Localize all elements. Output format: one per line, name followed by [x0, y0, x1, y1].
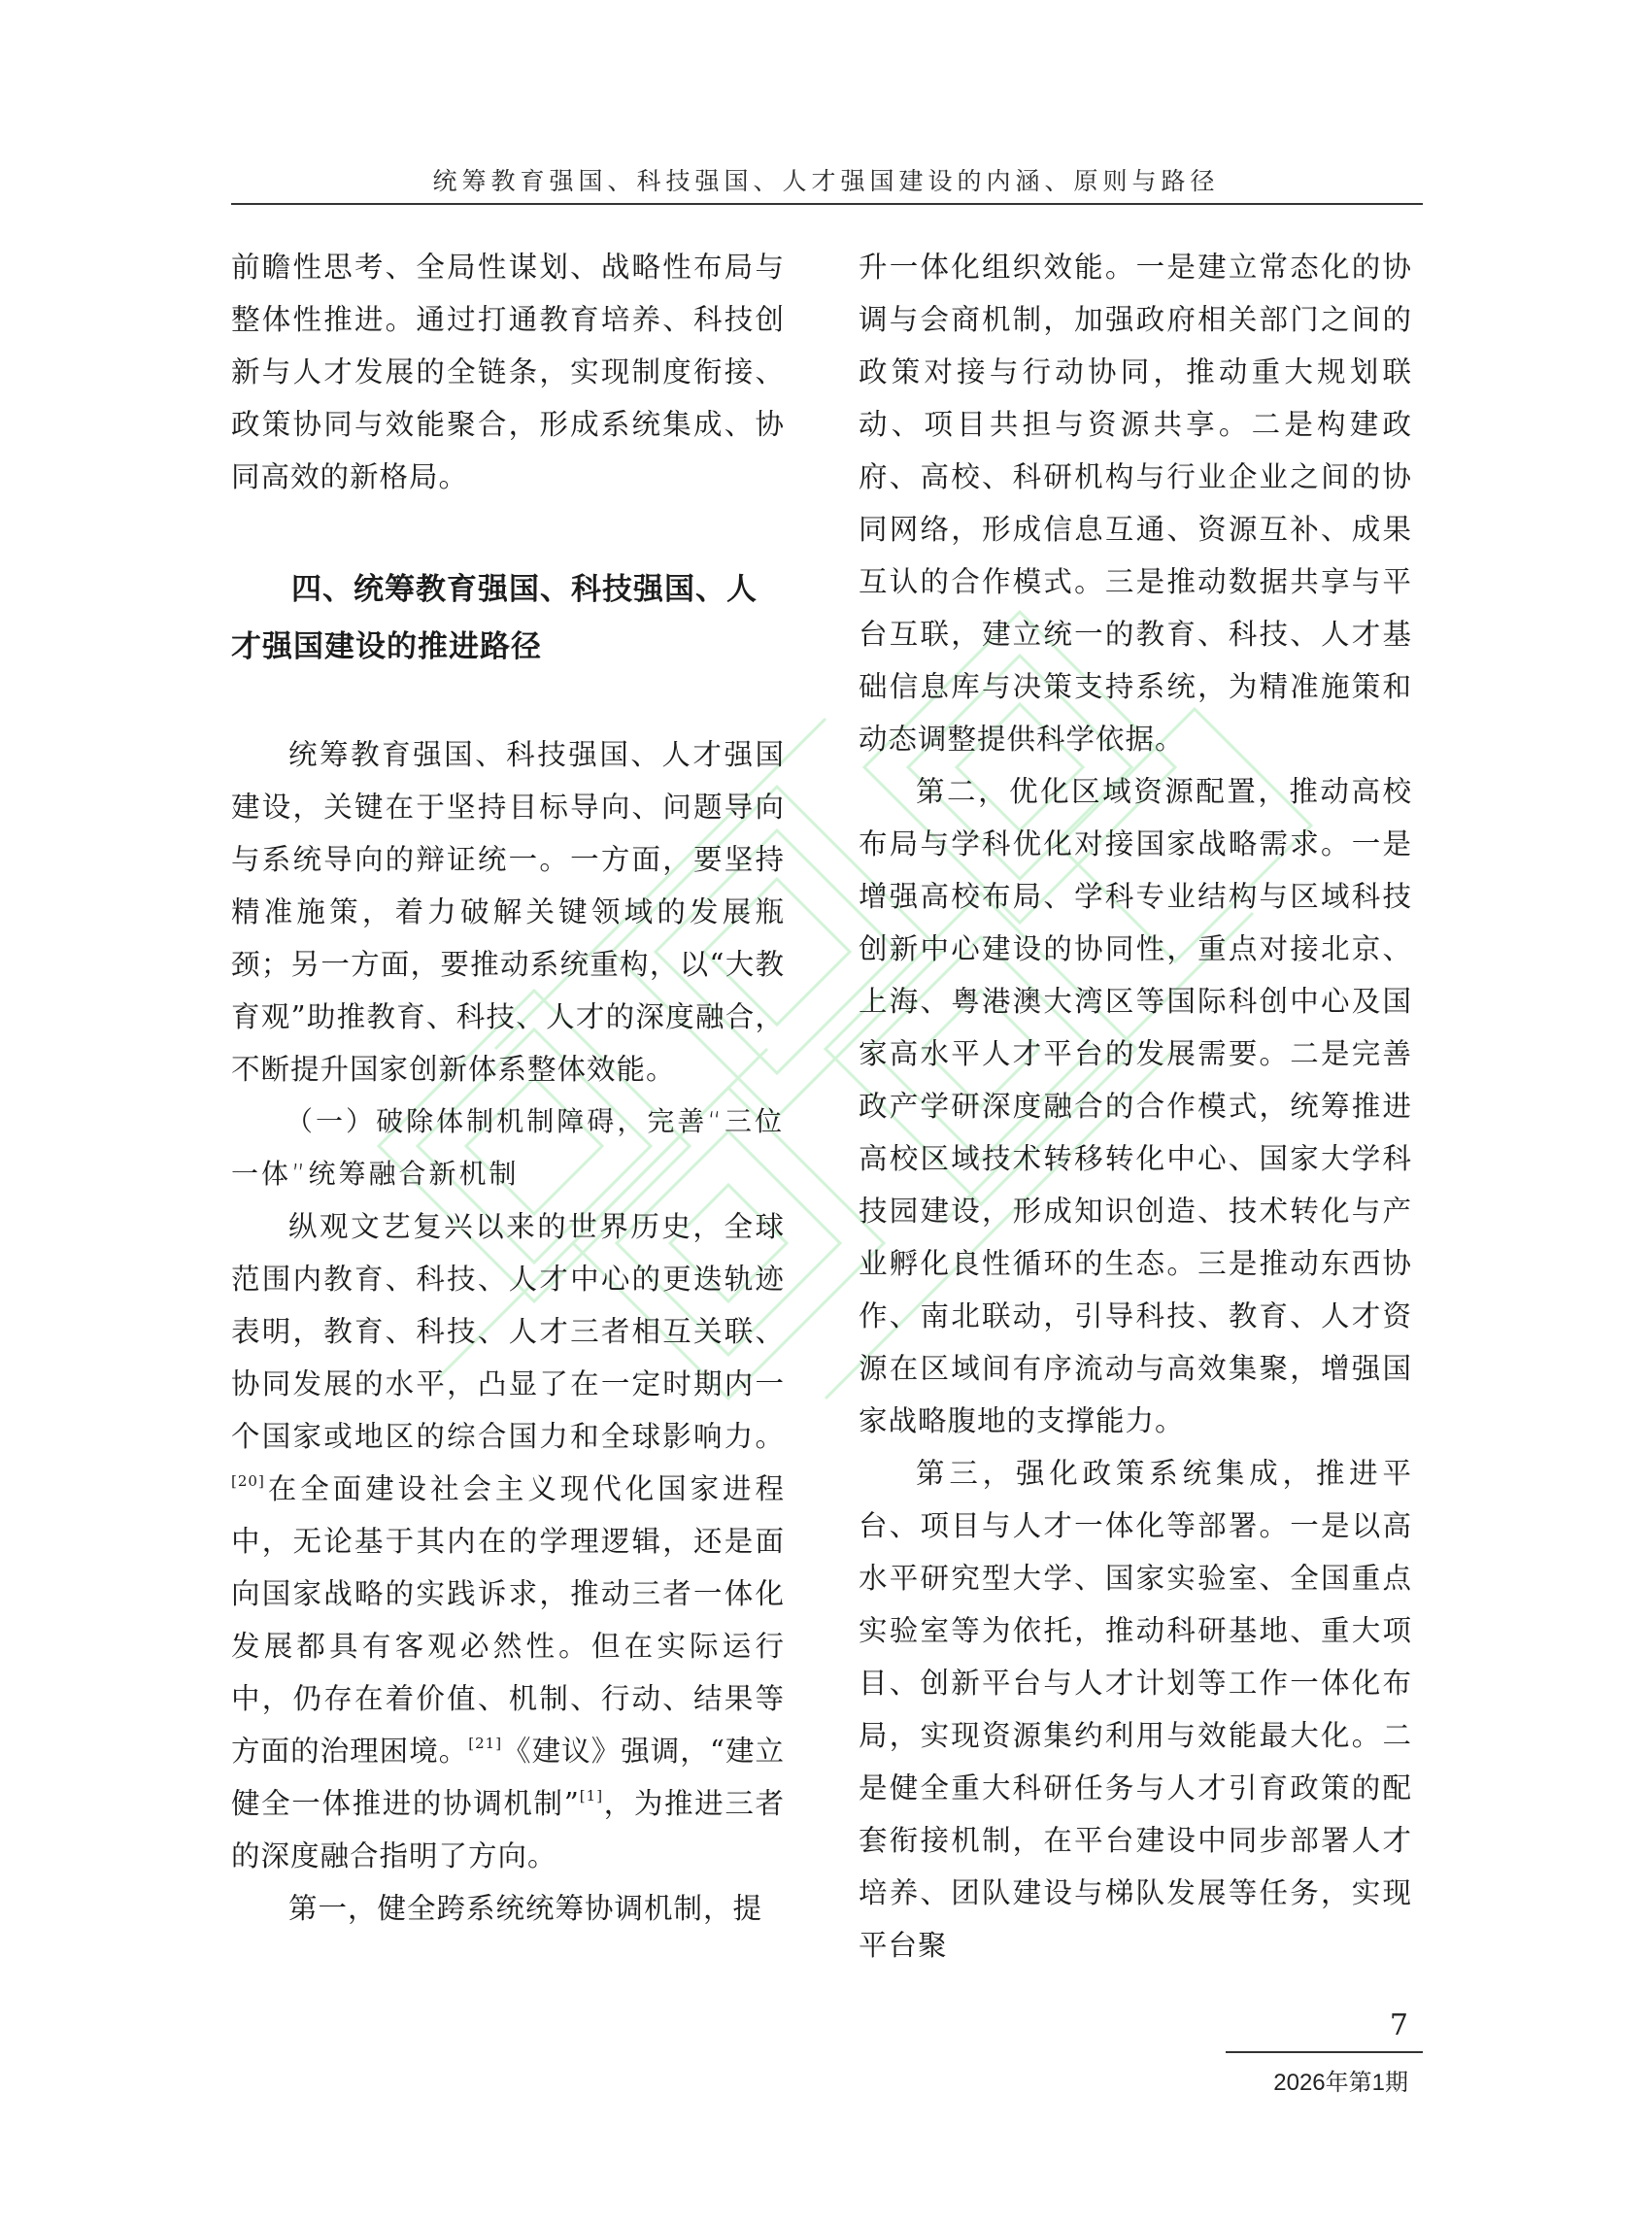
left-column	[231, 241, 785, 1935]
text-segment: 《建议》强调，“建立健全一体推进的协调机制”	[231, 1735, 785, 1820]
footer-rule	[1226, 2051, 1423, 2053]
sub-heading: （一）破除体制机制障碍，完善“三位一体”统筹融合新机制	[231, 1105, 785, 1190]
body-paragraph: 第一，健全跨系统统筹协调机制，提	[288, 1892, 763, 1925]
running-head: 统筹教育强国、科技强国、人才强国建设的内涵、原则与路径	[432, 167, 1220, 195]
right-column	[859, 241, 1412, 1972]
header-rule	[231, 203, 1423, 205]
body-paragraph: 第二，优化区域资源配置，推动高校布局与学科优化对接国家战略需求。一是增强高校布局、学科专业结构与区域科技创新中心建设的协同性，重点对接北京、上海、粤港澳大湾区等国际科创中心及国家高水平人才平台的发展需要。二是完善政产学研深度融合的合作模式，统筹推进高校区域技术转移转化中心、国家大学科技园建设，形成知识创造、技术转化与产业孵化良性循环的生态。三是推动东西协作、南北联动，引导科技、教育、人才资源在区域间有序流动与高效集聚，增强国家战略腹地的支撑能力。	[859, 775, 1412, 1437]
body-paragraph: 升一体化组织效能。一是建立常态化的协调与会商机制，加强政府相关部门之间的政策对接与行动协同，推动重大规划联动、项目共担与资源共享。二是构建政府、高校、科研机构与行业企业之间的协同网络，形成信息互通、资源互补、成果互认的合作模式。三是推动数据共享与平台互联，建立统一的教育、科技、人才基础信息库与决策支持系统，为精准施策和动态调整提供科学依据。	[859, 251, 1412, 756]
text-segment: 在全面建设社会主义现代化国家进程中，无论基于其内在的学理逻辑，还是面向国家战略的实践诉求，推动三者一体化发展都具有客观必然性。但在实际运行中，仍存在着价值、机制、行动、结果等方面的治理困境。	[231, 1472, 785, 1768]
body-paragraph-with-citations	[231, 1200, 785, 1882]
text-segment: ，为推进三者的深度融合指明了方向。	[231, 1787, 785, 1872]
page-number: 7	[1389, 2008, 1408, 2042]
citation-ref: [20]	[231, 1472, 265, 1490]
text-segment: 纵观文艺复兴以来的世界历史，全球范围内教育、科技、人才中心的更迭轨迹表明，教育、科技、人才三者相互关联、协同发展的水平，凸显了在一定时期内一个国家或地区的综合国力和全球影响力。	[231, 1210, 785, 1453]
body-paragraph: 前瞻性思考、全局性谋划、战略性布局与整体性推进。通过打通教育培养、科技创新与人才发展的全链条，实现制度衔接、政策协同与效能聚合，形成系统集成、协同高效的新格局。	[231, 251, 785, 493]
body-paragraph: 统筹教育强国、科技强国、人才强国建设，关键在于坚持目标导向、问题导向与系统导向的辩证统一。一方面，要坚持精准施策，着力破解关键领域的发展瓶颈；另一方面，要推动系统重构，以“大教育观”助推教育、科技、人才的深度融合，不断提升国家创新体系整体效能。	[231, 738, 785, 1086]
citation-ref: [1]	[579, 1787, 604, 1804]
body-paragraph: 第三，强化政策系统集成，推进平台、项目与人才一体化等部署。一是以高水平研究型大学、国家实验室、全国重点实验室等为依托，推动科研基地、重大项目、创新平台与人才计划等工作一体化布局，实现资源集约利用与效能最大化。二是健全重大科研任务与人才引育政策的配套衔接机制，在平台建设中同步部署人才培养、团队建设与梯队发展等任务，实现平台聚	[859, 1457, 1412, 1962]
issue-label: 2026年第1期	[1273, 2070, 1408, 2096]
citation-ref: [21]	[468, 1735, 503, 1752]
section-heading: 四、统筹教育强国、科技强国、人才强国建设的推进路径	[231, 572, 758, 664]
